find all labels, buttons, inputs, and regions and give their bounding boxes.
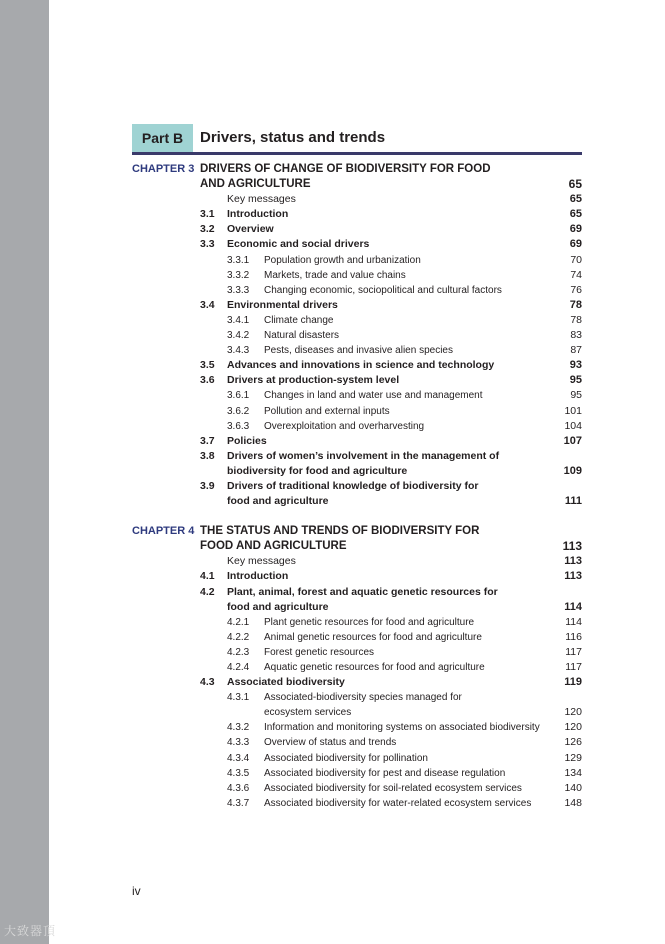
subentry-title: Aquatic genetic resources for food and agriculture bbox=[264, 662, 485, 673]
toc-entry[interactable] bbox=[132, 675, 582, 690]
page-number: 107 bbox=[563, 434, 582, 447]
page-number: 69 bbox=[569, 238, 582, 251]
chapter-heading-cont[interactable] bbox=[132, 177, 582, 192]
page-number: 109 bbox=[563, 464, 582, 477]
toc-entry[interactable] bbox=[132, 434, 582, 449]
subentry-number: 3.6.2 bbox=[227, 405, 250, 417]
page-number: 117 bbox=[565, 661, 582, 673]
subentry-number: 3.4.2 bbox=[227, 330, 250, 342]
page-number: 95 bbox=[570, 389, 582, 402]
toc-entry-cont[interactable] bbox=[132, 494, 582, 509]
page-number: 126 bbox=[564, 736, 582, 749]
toc-entry[interactable] bbox=[132, 479, 582, 494]
part-rule bbox=[132, 152, 582, 155]
toc-subentry[interactable] bbox=[132, 615, 582, 630]
toc-subentry[interactable] bbox=[132, 268, 582, 283]
subentry-title: Changing economic, sociopolitical and cultural factors bbox=[264, 284, 502, 296]
subentry-number: 3.6.1 bbox=[227, 390, 250, 402]
subentry-number: 3.6.3 bbox=[227, 420, 250, 432]
subentry-title: Associated biodiversity for water-related ecosystem services bbox=[264, 797, 532, 809]
page-number: 76 bbox=[570, 283, 582, 296]
table-of-contents bbox=[132, 162, 582, 811]
page-number: 148 bbox=[564, 796, 582, 809]
toc-subentry[interactable] bbox=[132, 735, 582, 750]
subentry-number: 4.3.4 bbox=[227, 752, 250, 764]
chapter-label: CHAPTER 3 bbox=[132, 163, 195, 175]
page-number: 69 bbox=[569, 223, 582, 236]
page-number: 83 bbox=[570, 329, 582, 342]
page-number: 117 bbox=[565, 645, 582, 658]
toc-subentry[interactable] bbox=[132, 751, 582, 766]
entry-title: Plant, animal, forest and aquatic genetic resources for bbox=[227, 585, 498, 598]
subentry-title: Overview of status and trends bbox=[264, 737, 397, 749]
entry-number: 3.4 bbox=[200, 298, 215, 311]
toc-subentry[interactable] bbox=[132, 720, 582, 735]
subentry-number: 4.2.2 bbox=[227, 631, 250, 643]
page-number: 140 bbox=[564, 781, 582, 794]
page-number: 74 bbox=[570, 268, 582, 281]
page-number: 129 bbox=[564, 751, 582, 764]
entry-title: Environmental drivers bbox=[227, 298, 338, 311]
entry-title: Key messages bbox=[227, 193, 296, 206]
entry-title: Overview bbox=[227, 223, 274, 236]
entry-number: 3.5 bbox=[200, 359, 215, 372]
page-number: 116 bbox=[565, 630, 582, 643]
part-header bbox=[132, 124, 582, 152]
subentry-title: Animal genetic resources for food and agriculture bbox=[264, 631, 482, 643]
side-band bbox=[0, 0, 49, 944]
spacer bbox=[132, 509, 582, 524]
page-number: 65 bbox=[569, 208, 582, 221]
chapter-title: FOOD AND AGRICULTURE bbox=[200, 540, 347, 553]
page-number: 78 bbox=[570, 313, 582, 326]
toc-entry[interactable] bbox=[132, 554, 582, 569]
subentry-title: Changes in land and water use and management bbox=[264, 390, 483, 402]
toc-entry[interactable] bbox=[132, 449, 582, 464]
toc-entry[interactable] bbox=[132, 358, 582, 373]
toc-entry[interactable] bbox=[132, 373, 582, 388]
entry-number: 4.1 bbox=[200, 570, 215, 583]
subentry-title: Climate change bbox=[264, 314, 334, 326]
subentry-number: 4.2.1 bbox=[227, 616, 250, 628]
entry-title: food and agriculture bbox=[227, 495, 329, 508]
toc-subentry[interactable] bbox=[132, 343, 582, 358]
subentry-number: 4.3.7 bbox=[227, 797, 250, 809]
subentry-number: 4.3.5 bbox=[227, 767, 250, 779]
toc-subentry-cont[interactable] bbox=[132, 705, 582, 720]
toc-subentry[interactable] bbox=[132, 660, 582, 675]
subentry-title: Forest genetic resources bbox=[264, 646, 375, 658]
subentry-title: Overexploitation and overharvesting bbox=[264, 420, 425, 432]
page-number: 101 bbox=[564, 404, 582, 417]
subentry-number: 4.3.6 bbox=[227, 782, 250, 794]
subentry-title: ecosystem services bbox=[264, 707, 352, 719]
page-number: 119 bbox=[564, 676, 582, 689]
page-number: 113 bbox=[564, 555, 582, 568]
toc-subentry[interactable] bbox=[132, 404, 582, 419]
page-number: 114 bbox=[565, 615, 582, 628]
entry-title: Introduction bbox=[227, 570, 289, 583]
page-folio: iv bbox=[132, 884, 141, 898]
entry-title: Economic and social drivers bbox=[227, 238, 370, 251]
page-number: 70 bbox=[570, 253, 582, 266]
chapter-title: DRIVERS OF CHANGE OF BIODIVERSITY FOR FOOD bbox=[200, 163, 491, 175]
toc-entry-cont[interactable] bbox=[132, 464, 582, 479]
entry-title: Introduction bbox=[227, 208, 289, 221]
subentry-number: 4.2.3 bbox=[227, 646, 250, 658]
toc-subentry[interactable] bbox=[132, 313, 582, 328]
page-number: 78 bbox=[569, 298, 582, 311]
subentry-number: 4.3.2 bbox=[227, 722, 250, 734]
entry-number: 3.9 bbox=[200, 479, 215, 492]
entry-title: biodiversity for food and agriculture bbox=[227, 464, 408, 477]
subentry-number: 3.3.1 bbox=[227, 254, 250, 266]
page-number: 120 bbox=[564, 721, 582, 734]
page-number: 111 bbox=[564, 495, 582, 508]
watermark: 大致器頂 bbox=[4, 924, 57, 938]
chapter-heading[interactable] bbox=[132, 524, 582, 539]
toc-subentry[interactable] bbox=[132, 419, 582, 434]
entry-number: 3.1 bbox=[200, 208, 215, 221]
toc-subentry[interactable] bbox=[132, 283, 582, 298]
entry-title: Drivers of traditional knowledge of biodiversity for bbox=[227, 479, 479, 492]
toc-subentry[interactable] bbox=[132, 690, 582, 705]
page-number: 87 bbox=[570, 344, 582, 357]
toc-entry[interactable] bbox=[132, 222, 582, 237]
entry-number: 3.2 bbox=[200, 223, 215, 236]
entry-title: food and agriculture bbox=[227, 600, 329, 613]
subentry-title: Population growth and urbanization bbox=[264, 254, 421, 266]
subentry-number: 3.3.3 bbox=[227, 284, 250, 296]
subentry-title: Associated-biodiversity species managed for bbox=[264, 692, 462, 704]
entry-title: Drivers at production-system level bbox=[227, 374, 400, 387]
page-number: 134 bbox=[564, 766, 582, 779]
toc-entry[interactable] bbox=[132, 298, 582, 313]
chapter-heading-cont[interactable] bbox=[132, 539, 582, 554]
subentry-title: Plant genetic resources for food and agriculture bbox=[264, 616, 475, 628]
toc-subentry[interactable] bbox=[132, 630, 582, 645]
toc-subentry[interactable] bbox=[132, 781, 582, 796]
subentry-number: 3.4.1 bbox=[227, 314, 250, 326]
subentry-title: Information and monitoring systems on associated biodiversity bbox=[264, 722, 540, 734]
entry-title: Advances and innovations in science and technology bbox=[227, 359, 495, 372]
part-title: Drivers, status and trends bbox=[200, 129, 386, 146]
entry-number: 3.7 bbox=[200, 434, 215, 447]
chapter-label: CHAPTER 4 bbox=[132, 525, 195, 538]
toc-entry[interactable] bbox=[132, 207, 582, 222]
entry-number: 3.6 bbox=[200, 374, 215, 387]
page-number: 65 bbox=[568, 177, 582, 192]
part-tag: Part B bbox=[132, 124, 193, 152]
toc-subentry[interactable] bbox=[132, 253, 582, 268]
subentry-title: Associated biodiversity for pest and disease regulation bbox=[264, 767, 506, 779]
subentry-title: Associated biodiversity for soil-related ecosystem services bbox=[264, 782, 522, 794]
subentry-number: 4.3.1 bbox=[227, 692, 250, 704]
toc-entry-cont[interactable] bbox=[132, 600, 582, 615]
toc-entry[interactable] bbox=[132, 585, 582, 600]
entry-title: Associated biodiversity bbox=[227, 676, 345, 689]
page-number: 113 bbox=[562, 539, 582, 554]
entry-number: 4.2 bbox=[200, 585, 215, 598]
subentry-title: Natural disasters bbox=[264, 330, 340, 342]
entry-number: 3.3 bbox=[200, 238, 215, 251]
entry-number: 4.3 bbox=[200, 676, 215, 689]
toc-subentry[interactable] bbox=[132, 766, 582, 781]
subentry-number: 4.3.3 bbox=[227, 737, 250, 749]
subentry-title: Markets, trade and value chains bbox=[264, 269, 406, 281]
subentry-number: 3.3.2 bbox=[227, 269, 250, 281]
subentry-number: 4.2.4 bbox=[227, 662, 250, 673]
entry-title: Key messages bbox=[227, 555, 296, 568]
chapter-title: THE STATUS AND TRENDS OF BIODIVERSITY FOR bbox=[200, 525, 480, 538]
subentry-title: Associated biodiversity for pollination bbox=[264, 752, 428, 764]
page-number: 120 bbox=[564, 706, 582, 719]
page-number: 113 bbox=[564, 570, 582, 583]
toc-entry[interactable] bbox=[132, 569, 582, 584]
chapter-title: AND AGRICULTURE bbox=[200, 178, 311, 191]
page-number: 93 bbox=[569, 359, 582, 372]
subentry-number: 3.4.3 bbox=[227, 345, 250, 357]
page-number: 65 bbox=[569, 193, 582, 206]
toc-subentry[interactable] bbox=[132, 796, 582, 811]
chapter-heading[interactable] bbox=[132, 162, 582, 177]
page-number: 114 bbox=[564, 600, 582, 613]
page-number: 104 bbox=[564, 419, 582, 432]
subentry-title: Pests, diseases and invasive alien species bbox=[264, 345, 453, 357]
entry-title: Policies bbox=[227, 434, 267, 447]
entry-title: Drivers of women’s involvement in the management of bbox=[227, 449, 500, 462]
toc-subentry[interactable] bbox=[132, 388, 582, 403]
toc-entry[interactable] bbox=[132, 237, 582, 252]
entry-number: 3.8 bbox=[200, 449, 215, 462]
page-number: 95 bbox=[569, 374, 582, 387]
subentry-title: Pollution and external inputs bbox=[264, 405, 390, 417]
toc-subentry[interactable] bbox=[132, 645, 582, 660]
toc-entry[interactable] bbox=[132, 192, 582, 207]
toc-subentry[interactable] bbox=[132, 328, 582, 343]
